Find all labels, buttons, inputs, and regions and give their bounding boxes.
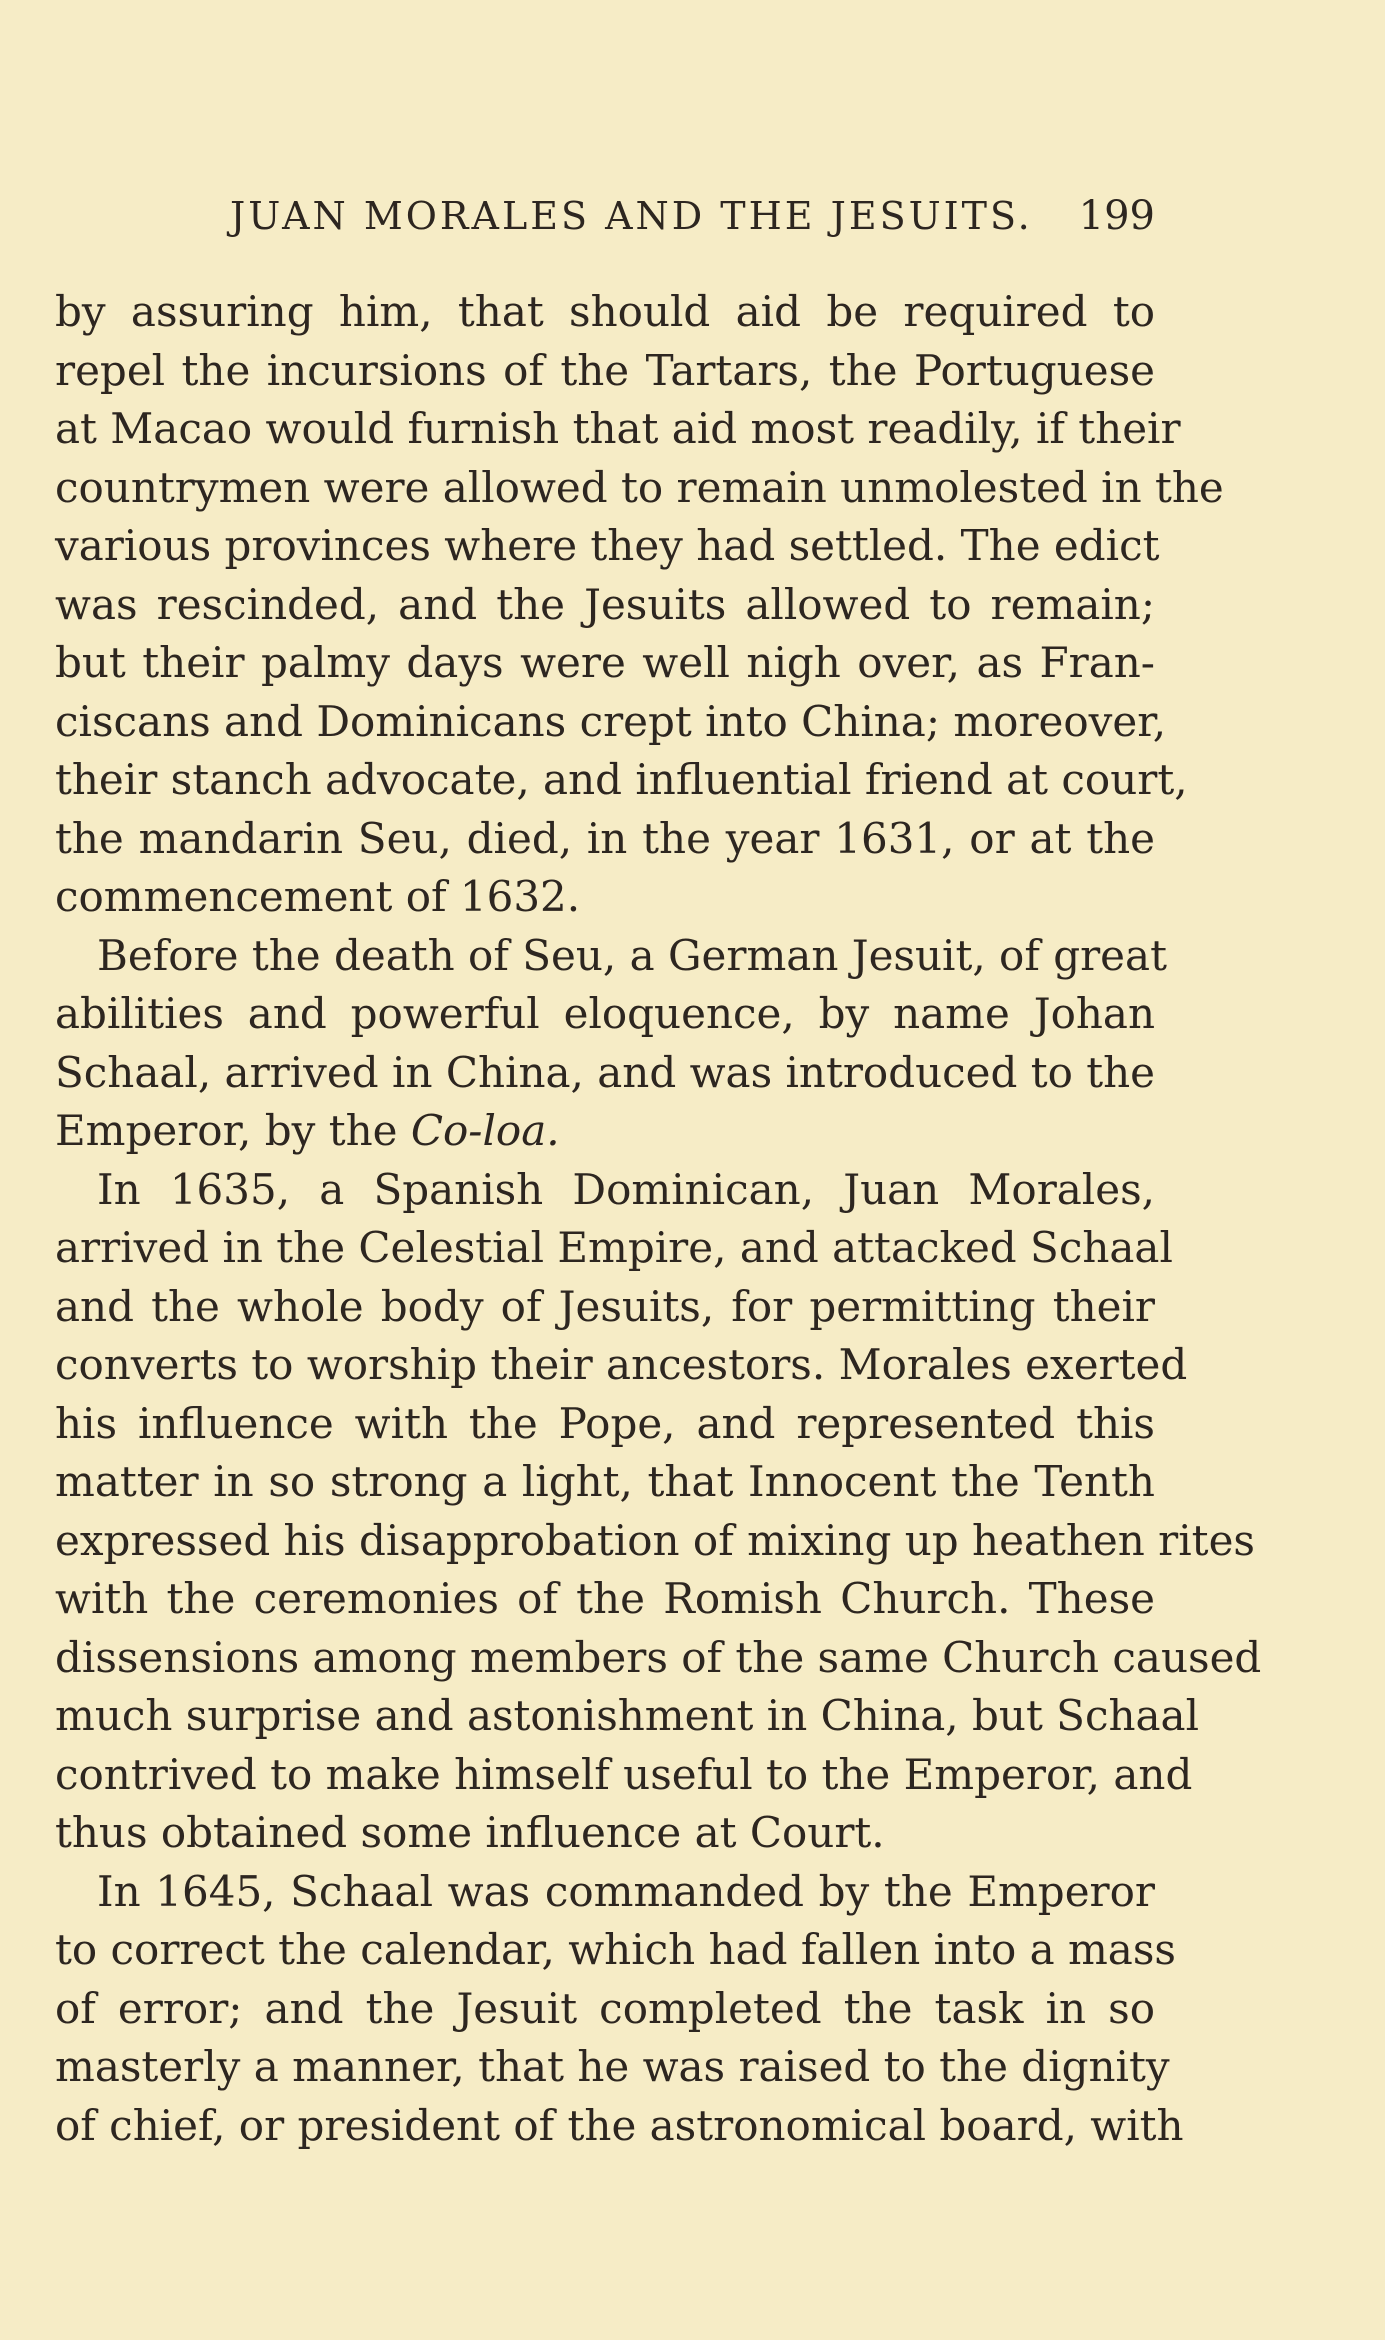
paragraph-start-line: In 1635, a Spanish Dominican, Juan Morales, <box>97 1164 1155 1214</box>
text-fragment: Emperor, by the <box>55 1106 411 1155</box>
text-line: at Macao would furnish that aid most readily, if their <box>55 404 1181 453</box>
text-line: with the ceremonies of the Romish Church. These <box>55 1574 1155 1623</box>
paragraph-start-line: In 1645, Schaal was commanded by the Emperor <box>97 1866 1155 1916</box>
text-line: masterly a manner, that he was raised to the dignity <box>55 2042 1170 2091</box>
paragraph-end-line: thus obtained some influence at Court. <box>55 1808 885 1857</box>
paragraph-end-line: commencement of 1632. <box>55 872 581 921</box>
text-line: but their palmy days were well nigh over, as Fran- <box>55 638 1155 687</box>
text-line: countrymen were allowed to remain unmolested in the <box>55 462 1224 512</box>
text-line: their stanch advocate, and influential friend at court, <box>55 755 1188 804</box>
page-header <box>230 186 1155 246</box>
text-line: was rescinded, and the Jesuits allowed to remain; <box>55 579 1155 629</box>
text-line: by assuring him, that should aid be required to <box>55 287 1155 336</box>
text-line: various provinces where they had settled. The edict <box>55 521 1160 570</box>
italic-term: Co-loa. <box>410 1106 560 1155</box>
text-line: Schaal, arrived in China, and was introduced to the <box>55 1047 1156 1097</box>
text-line: of chief, or president of the astronomical board, with <box>55 2100 1184 2150</box>
text-line: the mandarin Seu, died, in the year 1631, or at the <box>55 813 1155 863</box>
text-line: contrived to make himself useful to the Emperor, and <box>55 1749 1193 1799</box>
paragraph-end-line <box>55 1102 1155 1161</box>
text-line: dissensions among members of the same Church caused <box>55 1632 1262 1682</box>
text-line: matter in so strong a light, that Innocent the Tenth <box>55 1457 1155 1506</box>
body-text <box>55 283 1262 2155</box>
text-line: arrived in the Celestial Empire, and attacked Schaal <box>55 1223 1173 1272</box>
running-title: JUAN MORALES AND THE JESUITS. <box>230 194 1033 238</box>
paragraph-start-line: Before the death of Seu, a German Jesuit, of great <box>97 930 1167 980</box>
page-number: 199 <box>1078 193 1155 239</box>
text-line: abilities and powerful eloquence, by name Johan <box>55 989 1155 1038</box>
text-line: to correct the calendar, which had fallen into a mass <box>55 1925 1176 1974</box>
text-line: repel the incursions of the Tartars, the Portuguese <box>55 345 1155 395</box>
text-line: much surprise and astonishment in China, but Schaal <box>55 1691 1200 1740</box>
text-line: expressed his disapprobation of mixing up heathen rites <box>55 1515 1255 1565</box>
text-line: converts to worship their ancestors. Morales exerted <box>55 1340 1188 1389</box>
text-line: and the whole body of Jesuits, for permitting their <box>55 1281 1155 1331</box>
text-line: ciscans and Dominicans crept into China; moreover, <box>55 696 1167 746</box>
text-line: his influence with the Pope, and represented this <box>55 1398 1155 1448</box>
text-line: of error; and the Jesuit completed the task in so <box>55 1983 1155 2033</box>
